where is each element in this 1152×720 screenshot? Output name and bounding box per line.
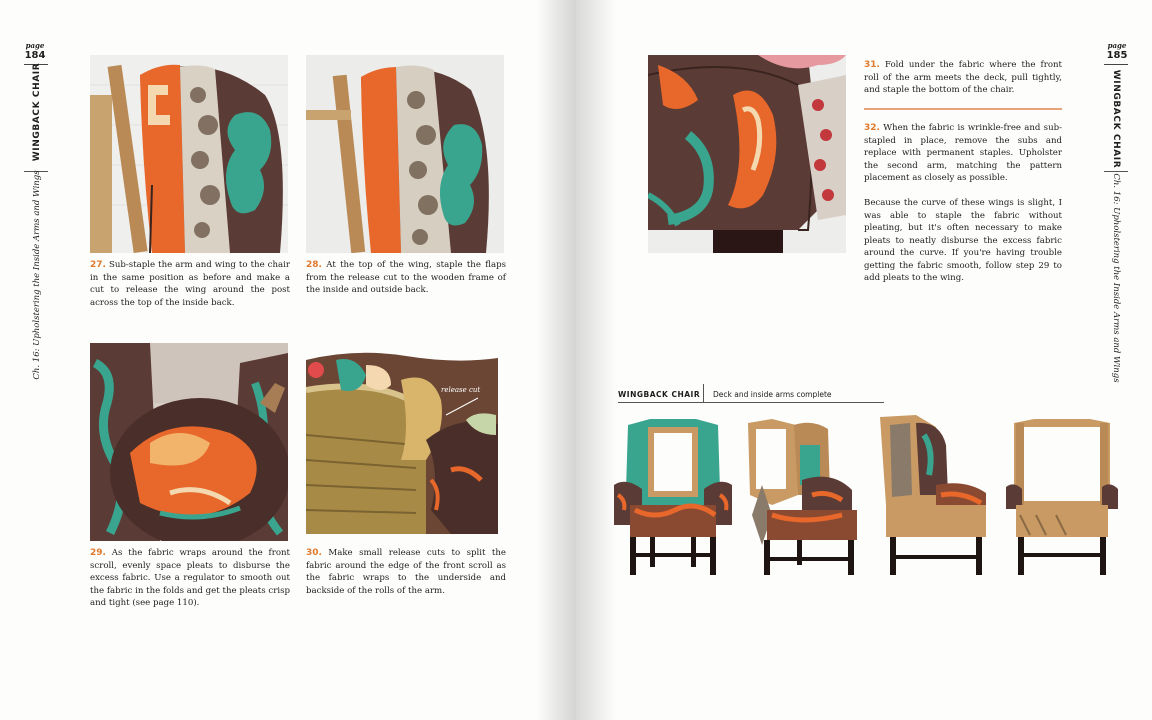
page-number: 185 — [1106, 50, 1128, 61]
step-31-caption — [864, 59, 1062, 97]
step-31-photo — [648, 55, 846, 253]
page-number-block — [1106, 42, 1128, 61]
page-word: page — [25, 41, 45, 50]
step-30-text: Make small release cuts to split the fabric around the edge of the front scroll as the fabric wraps to the underside and backside of the rolls of the arm. — [306, 548, 506, 596]
step-28-photo — [306, 55, 504, 253]
progress-title: WINGBACK CHAIR — [618, 390, 701, 399]
section-title: WINGBACK CHAIR — [32, 62, 42, 162]
step-29-caption — [90, 547, 290, 610]
step-27-text: Sub-staple the arm and wing to the chair in the same position as before and make a cut to release the wing around the post across the top of the inside back. — [90, 260, 290, 308]
step-29-number: 29. — [90, 548, 106, 558]
chair-front-view — [610, 415, 736, 577]
step-27-caption — [90, 259, 290, 309]
step-29-text: As the fabric wraps around the front scroll, evenly space pleats to disburse the excess fabric. Use a regulator to smooth out the fabric in the folds and get the pleats crisp and tight (see page 110). — [90, 548, 290, 608]
progress-label — [618, 390, 700, 399]
page-word: page — [1107, 41, 1127, 50]
step-31-text: Fold under the fabric where the front roll of the arm meets the deck, pull tightly, and staple the bottom of the chair. — [864, 60, 1062, 95]
gutter-shadow — [536, 0, 576, 720]
page-number-block — [24, 42, 46, 61]
step-28-text: At the top of the wing, staple the flaps from the release cut to the wooden frame of the inside and outside back. — [306, 260, 507, 295]
divider — [864, 108, 1062, 110]
step-31-number: 31. — [864, 60, 880, 70]
step-28-number: 28. — [306, 260, 322, 270]
divider — [703, 384, 704, 402]
step-32-number: 32. — [864, 123, 880, 133]
chair-side-view — [876, 415, 996, 577]
right-page — [576, 0, 1152, 720]
step-32-caption — [864, 122, 1062, 185]
step-30-number: 30. — [306, 548, 322, 558]
step-27-photo — [90, 55, 288, 253]
release-cut-label: release cut — [441, 386, 481, 394]
chair-back-view — [1006, 415, 1118, 577]
gutter-shadow — [576, 0, 616, 720]
divider — [1104, 171, 1128, 172]
section-title: WINGBACK CHAIR — [1111, 69, 1121, 169]
chapter-title: Ch. 16: Upholstering the Inside Arms and Wings — [32, 170, 42, 380]
divider — [1104, 64, 1128, 65]
step-28-caption — [306, 259, 506, 297]
step-29-photo — [90, 343, 288, 541]
step-30-illustration — [306, 350, 498, 534]
chapter-title: Ch. 16: Upholstering the Inside Arms and Wings — [1111, 173, 1121, 383]
step-32-text: When the fabric is wrinkle-free and sub-stapled in place, remove the subs and replace with permanent staples. Upholster the second arm, matching the pattern placement as closely as possible. — [864, 123, 1063, 183]
divider — [618, 402, 884, 403]
page-number: 184 — [24, 50, 46, 61]
chair-three-quarter-view — [742, 415, 870, 577]
progress-caption: Deck and inside arms complete — [713, 390, 832, 399]
step-30-caption — [306, 547, 506, 597]
note-paragraph: Because the curve of these wings is slight, I was able to staple the fabric without pleating, but it's often necessary to make pleats to neatly disburse the excess fabric around the curve. If you're having trouble getting the fabric smooth, follow step 29 to add pleats to the wing. — [864, 198, 1062, 283]
step-27-number: 27. — [90, 260, 106, 270]
